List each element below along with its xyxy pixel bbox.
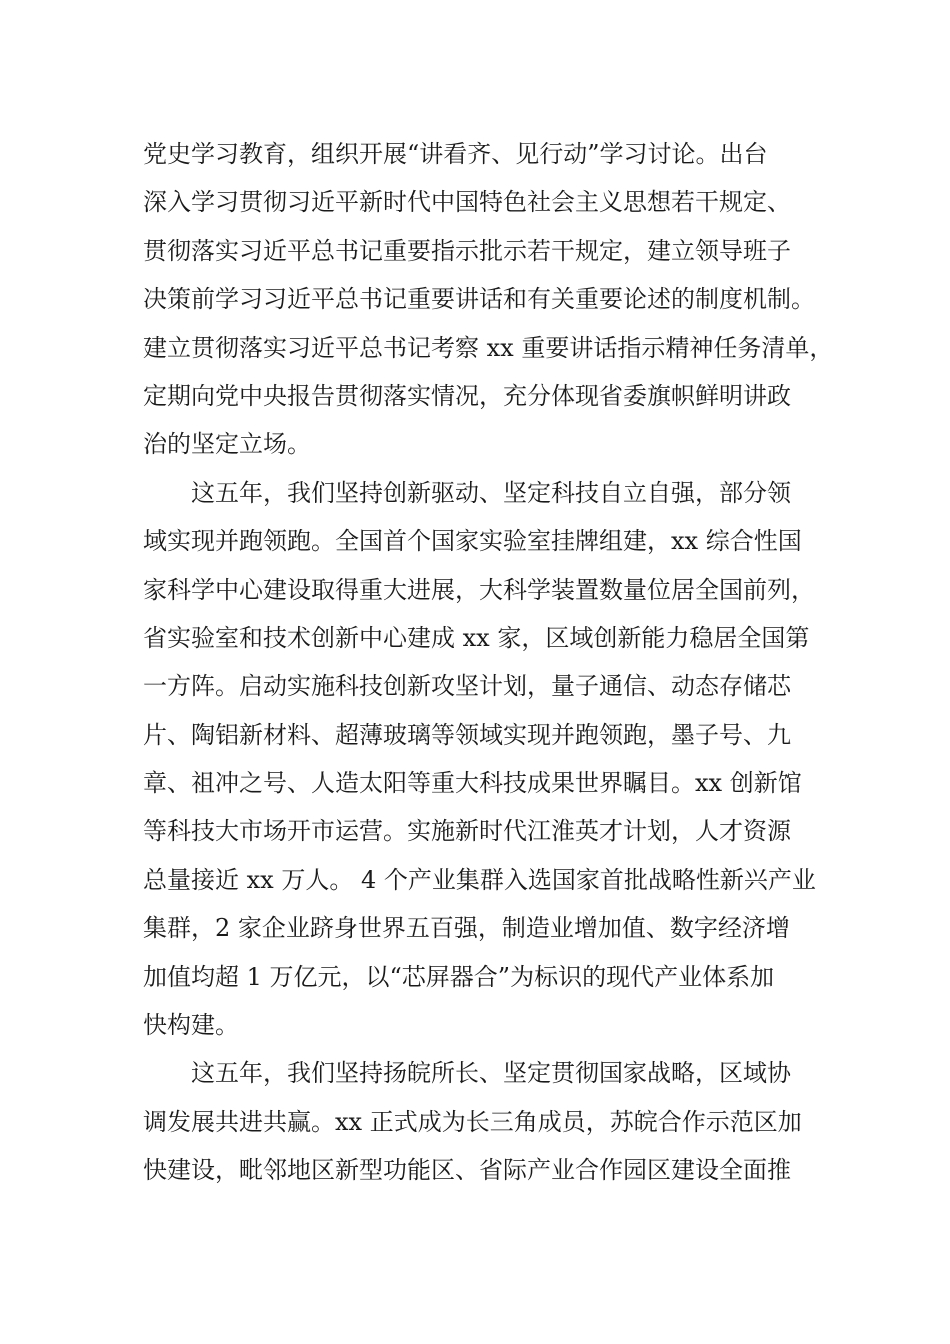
text-line: 集群，2 家企业跻身世界五百强，制造业增加值、数字经济增 xyxy=(143,914,790,943)
text-line: 调发展共进共赢。xx 正式成为长三角成员，苏皖合作示范区加 xyxy=(143,1107,802,1136)
text-line: 贯彻落实习近平总书记重要指示批示若干规定，建立领导班子 xyxy=(143,236,791,265)
text-line: 家科学中心建设取得重大进展，大科学装置数量位居全国前列， xyxy=(143,575,815,604)
text-line: 快建设，毗邻地区新型功能区、省际产业合作园区建设全面推 xyxy=(143,1156,791,1185)
text-line: 一方阵。启动实施科技创新攻坚计划，量子通信、动态存储芯 xyxy=(143,672,791,701)
text-line: 建立贯彻落实习近平总书记考察 xx 重要讲话指示精神任务清单， xyxy=(143,333,834,362)
text-line: 快构建。 xyxy=(143,1011,239,1040)
text-line: 总量接近 xx 万人。 4 个产业集群入选国家首批战略性新兴产业 xyxy=(143,865,816,894)
text-line: 加值均超 1 万亿元，以“芯屏器合”为标识的现代产业体系加 xyxy=(143,962,775,991)
text-line: 等科技大市场开市运营。实施新时代江淮英才计划，人才资源 xyxy=(143,817,791,846)
text-line: 治的坚定立场。 xyxy=(143,430,311,459)
text-line: 域实现并跑领跑。全国首个国家实验室挂牌组建，xx 综合性国 xyxy=(143,527,802,556)
text-line: 省实验室和技术创新中心建成 xx 家，区域创新能力稳居全国第 xyxy=(143,623,810,652)
document-body xyxy=(143,130,834,1195)
text-line: 定期向党中央报告贯彻落实情况，充分体现省委旗帜鲜明讲政 xyxy=(143,381,791,410)
paragraph-first-line: 这五年，我们坚持扬皖所长、坚定贯彻国家战略，区域协 xyxy=(191,1059,791,1088)
text-line: 章、祖冲之号、人造太阳等重大科技成果世界瞩目。xx 创新馆 xyxy=(143,769,802,798)
text-line: 决策前学习习近平总书记重要讲话和有关重要论述的制度机制。 xyxy=(143,285,815,314)
paragraph-first-line: 这五年，我们坚持创新驱动、坚定科技自立自强，部分领 xyxy=(191,478,791,507)
text-line: 党史学习教育，组织开展“讲看齐、见行动”学习讨论。出台 xyxy=(143,140,768,168)
text-line: 深入学习贯彻习近平新时代中国特色社会主义思想若干规定、 xyxy=(143,188,791,217)
text-line: 片、陶铝新材料、超薄玻璃等领域实现并跑领跑，墨子号、九 xyxy=(143,720,791,749)
